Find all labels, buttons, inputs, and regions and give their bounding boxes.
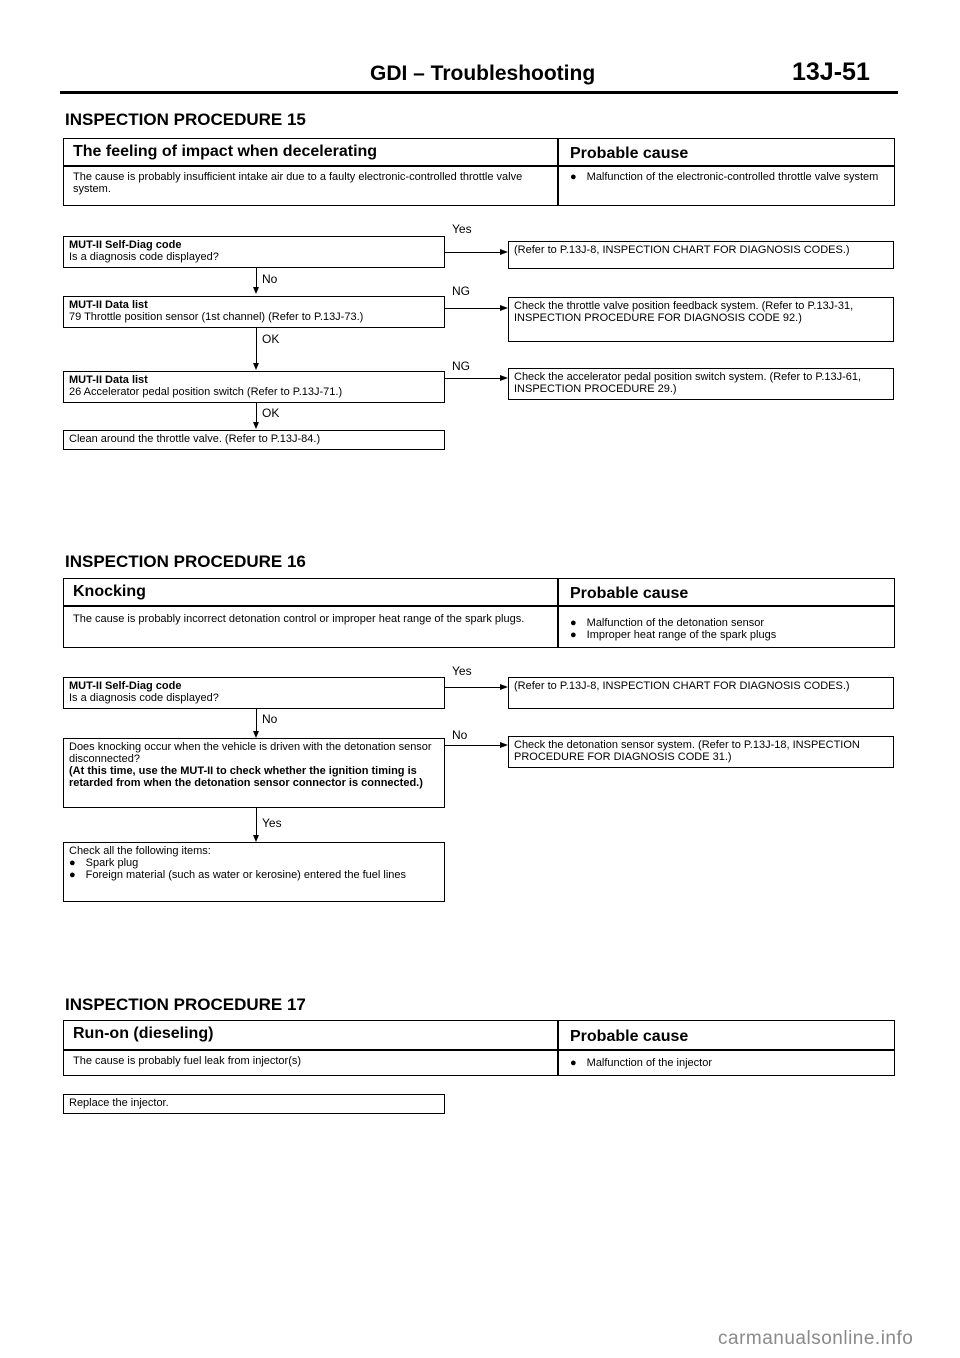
p16-step-2 <box>63 738 445 808</box>
check-text: Spark plug <box>85 857 139 869</box>
result-text: (Refer to P.13J-8, INSPECTION CHART FOR DIAGNOSIS CODES.) <box>514 680 850 692</box>
cause-item <box>570 617 890 629</box>
p16-step-3 <box>63 842 445 902</box>
step-title: MUT-II Self-Diag code <box>69 239 182 251</box>
step-text: Check all the following items: <box>69 845 211 857</box>
branch-label: No <box>452 728 468 742</box>
step-text: Is a diagnosis code displayed? <box>69 251 219 263</box>
flow-label: OK <box>262 332 280 346</box>
procedure-15-title: INSPECTION PROCEDURE 15 <box>65 110 306 129</box>
branch-label: Yes <box>452 664 472 678</box>
symptom-heading: The feeling of impact when decelerating <box>73 143 378 160</box>
check-item <box>69 857 439 869</box>
cause-heading: Probable cause <box>570 585 689 602</box>
p15-result-1 <box>508 241 894 269</box>
step-title: MUT-II Data list <box>69 374 148 386</box>
page-header-title: GDI – Troubleshooting <box>370 62 596 85</box>
procedure-16-symptom-table <box>63 578 895 648</box>
cause-list <box>570 617 890 641</box>
procedure-17-title: INSPECTION PROCEDURE 17 <box>65 995 306 1014</box>
flow-label: OK <box>262 406 280 420</box>
p16-step-1 <box>63 677 445 709</box>
step-text: Is a diagnosis code displayed? <box>69 692 219 704</box>
symptom-heading: Run-on (dieseling) <box>73 1025 214 1042</box>
result-text: (Refer to P.13J-8, INSPECTION CHART FOR DIAGNOSIS CODES.) <box>514 244 850 256</box>
step-text: Clean around the throttle valve. (Refer to P.13J-84.) <box>69 433 321 445</box>
p15-result-3 <box>508 368 894 400</box>
cause-text: Malfunction of the electronic-controlled throttle valve system <box>586 171 879 183</box>
step-title: MUT-II Self-Diag code <box>69 680 182 692</box>
branch-label: NG <box>452 359 470 373</box>
step-text: 79 Throttle position sensor (1st channel) (Refer to P.13J-73.) <box>69 311 364 323</box>
flow-label: Yes <box>262 816 282 830</box>
cause-heading: Probable cause <box>570 145 689 162</box>
cause-item <box>570 629 890 641</box>
bullet-icon: ● <box>69 869 76 881</box>
p15-step-2 <box>63 296 445 328</box>
branch-label: Yes <box>452 222 472 236</box>
p16-result-1 <box>508 677 894 709</box>
procedure-15-symptom-table <box>63 138 895 206</box>
cause-text: Malfunction of the injector <box>586 1057 713 1069</box>
step-note: (At this time, use the MUT-II to check whether the ignition timing is retarded from when the detonation sensor connector is connected.) <box>69 765 423 789</box>
symptom-description: The cause is probably incorrect detonation control or improper heat range of the spark plugs. <box>73 613 525 625</box>
bullet-icon: ● <box>570 617 577 629</box>
p15-step-1 <box>63 236 445 268</box>
bullet-icon: ● <box>570 171 577 183</box>
footer-watermark: carmanualsonline.info <box>718 1328 914 1349</box>
symptom-description: The cause is probably fuel leak from injector(s) <box>73 1055 302 1067</box>
p15-result-2 <box>508 297 894 342</box>
flow-label: No <box>262 272 278 286</box>
flow-label: No <box>262 712 278 726</box>
cause-item <box>570 1057 890 1069</box>
symptom-heading: Knocking <box>73 583 146 600</box>
symptom-description: The cause is probably insufficient intake air due to a faulty electronic-controlled throttle valve system. <box>73 171 523 195</box>
step-text: 26 Accelerator pedal position switch (Refer to P.13J-71.) <box>69 386 343 398</box>
bullet-icon: ● <box>570 1057 577 1069</box>
p15-step-4 <box>63 430 445 450</box>
step-title: MUT-II Data list <box>69 299 148 311</box>
procedure-17-symptom-table <box>63 1020 895 1076</box>
p16-result-2 <box>508 736 894 768</box>
step-text: Replace the injector. <box>69 1097 169 1109</box>
check-text: Foreign material (such as water or kerosine) entered the fuel lines <box>85 869 407 881</box>
result-text: Check the accelerator pedal position switch system. (Refer to P.13J-61, INSPECTION PROCEDURE 29.) <box>514 371 862 395</box>
step-text: Does knocking occur when the vehicle is driven with the detonation sensor disconnected? <box>69 741 432 765</box>
cause-text: Improper heat range of the spark plugs <box>586 629 777 641</box>
check-item <box>69 869 439 881</box>
bullet-icon: ● <box>69 857 76 869</box>
page-number: 13J-51 <box>792 58 870 86</box>
procedure-16-title: INSPECTION PROCEDURE 16 <box>65 552 306 571</box>
result-text: Check the throttle valve position feedback system. (Refer to P.13J-31, INSPECTION PROCEDURE FOR DIAGNOSIS CODE 92.) <box>514 300 854 324</box>
p15-step-3 <box>63 371 445 403</box>
p17-step-1 <box>63 1094 445 1114</box>
branch-label: NG <box>452 284 470 298</box>
cause-heading: Probable cause <box>570 1028 689 1045</box>
bullet-icon: ● <box>570 629 577 641</box>
cause-text: Malfunction of the detonation sensor <box>586 617 764 629</box>
header-rule <box>60 91 898 94</box>
cause-item <box>570 171 890 183</box>
result-text: Check the detonation sensor system. (Refer to P.13J-18, INSPECTION PROCEDURE FOR DIAGNOSIS CODE 31.) <box>514 739 860 763</box>
